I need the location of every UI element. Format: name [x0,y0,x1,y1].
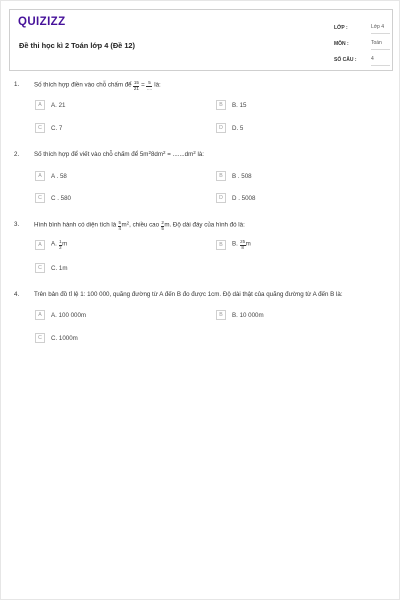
option-letter-box[interactable]: B [216,310,226,320]
option-letter-box[interactable]: B [216,171,226,181]
option-a[interactable] [35,310,86,320]
option-a[interactable] [35,240,67,250]
fraction-denominator: 4 [118,225,121,231]
option-text: C. 7 [51,124,63,132]
option-text-part: B. [232,240,238,248]
superscript: 2 [148,150,151,155]
option-text: A . 58 [51,172,67,180]
superscript: 2 [126,220,130,226]
option-letter-box[interactable]: A [35,240,45,250]
option-a[interactable] [35,100,65,110]
question-text: Trên bản đồ tỉ lệ 1: 100 000, quãng đường từ A đến B đo được 1cm. Độ dài thật của quãng đường từ A đến B là: [34,291,343,298]
fraction-numerator: 5 [148,80,151,85]
option-letter-box[interactable]: A [35,171,45,181]
question-number: 4. [14,291,20,298]
question-number: 1. [14,81,20,88]
option-text: B. 15 [232,101,247,109]
question-text [34,151,384,158]
question-text [34,81,384,91]
option-text: C. 1m [51,264,68,272]
option-text-part: m [62,240,68,248]
quizizz-logo: QUIZIZZ [18,16,66,28]
option-letter-box[interactable]: B [216,240,226,250]
option-text: C . 580 [51,194,71,202]
meta-value-count: 4 [371,56,390,66]
option-text: A. 21 [51,101,66,109]
superscript: 2 [193,150,196,155]
option-letter-box[interactable]: D [216,123,226,133]
option-b[interactable] [216,240,251,250]
option-c[interactable] [35,263,68,273]
option-text: D. 5 [232,124,244,132]
meta-row-class [334,20,390,34]
meta-row-subject [334,36,390,50]
option-d[interactable] [216,193,255,203]
option-letter-box[interactable]: C [35,333,45,343]
option-text [51,240,67,250]
fraction-denominator: 5 [161,225,164,231]
worksheet-header [9,9,393,71]
option-c[interactable] [35,193,71,203]
meta-value-class: Lớp 4 [371,24,390,34]
question-number: 2. [14,151,20,158]
option-letter-box[interactable]: D [216,193,226,203]
fraction-denominator: 21 [133,85,139,91]
option-letter-box[interactable]: C [35,263,45,273]
question-text-part: 8dm [150,151,164,158]
question-text [34,221,384,231]
superscript: 2 [163,150,166,155]
option-d[interactable] [216,123,243,133]
option-b[interactable] [216,171,252,181]
question-text-part: m [121,221,127,229]
fraction-denominator: 2 [59,244,62,250]
option-text-part: m [245,240,251,248]
option-c[interactable] [35,123,62,133]
question-text-part: Số thích hợp để viết vào chỗ chấm để 5m [34,151,149,158]
fraction-numerator: 25 [240,239,246,244]
option-letter-box[interactable]: A [35,100,45,110]
option-text [232,240,251,250]
fraction-numerator: 5 [118,220,121,225]
question-text-part: Hình bình hành có diện tích là [34,221,117,229]
option-letter-box[interactable]: C [35,123,45,133]
meta-label-subject: MÔN : [334,41,349,47]
option-c[interactable] [35,333,78,343]
option-letter-box[interactable]: A [35,310,45,320]
fraction-denominator: .... [146,85,152,91]
meta-value-subject: Toán [371,40,390,50]
meta-label-class: LỚP : [334,25,348,31]
fraction-numerator: 2 [161,220,164,225]
question-text-part: Số thích hợp điền vào chỗ chấm để [34,81,132,89]
question-text-part: là: [195,151,205,158]
option-text-part: A. [51,240,57,248]
fraction-numerator: 15 [133,80,139,85]
question-text-part: là: [154,81,161,89]
option-text: D . 5008 [232,194,256,202]
option-letter-box[interactable]: C [35,193,45,203]
question-text-part: = .......dm [165,151,194,158]
fraction-denominator: 8 [241,244,244,250]
option-text: A. 100 000m [51,311,87,319]
fraction [146,81,152,91]
question-text-part: , chiều cao [129,221,160,229]
fraction [133,81,139,91]
option-text: B. 10 000m [232,311,264,319]
worksheet-title: Đề thi học kì 2 Toán lớp 4 (Đề 12) [19,41,135,50]
meta-label-count: SỐ CÂU : [334,57,357,63]
option-a[interactable] [35,171,67,181]
option-b[interactable] [216,100,246,110]
question-number: 3. [14,221,20,228]
worksheet-meta [334,20,390,68]
option-text: C. 1000m [51,334,78,342]
fraction-numerator: 1 [59,239,62,244]
equals-sign: = [141,81,145,89]
meta-row-count [334,52,390,66]
option-letter-box[interactable]: B [216,100,226,110]
option-text: B . 508 [232,172,252,180]
option-b[interactable] [216,310,264,320]
question-text-part: m. Độ dài đáy của hình đó là: [164,221,245,229]
